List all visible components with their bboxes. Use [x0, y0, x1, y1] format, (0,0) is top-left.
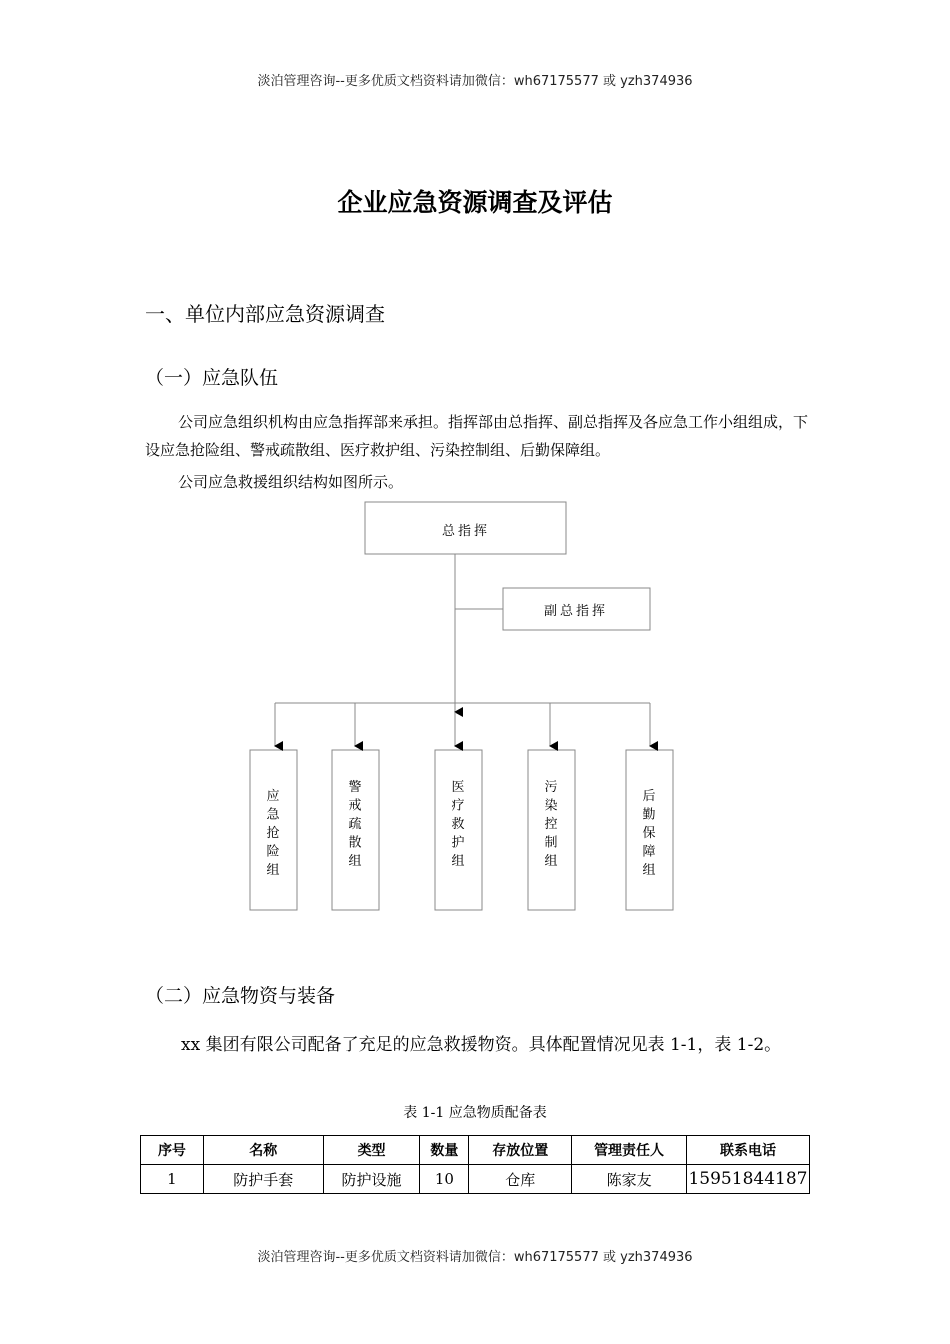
org-label-group-1: 应急抢险组 [266, 789, 280, 878]
col-header-name: 名称 [203, 1136, 323, 1165]
cell-location: 仓库 [469, 1165, 572, 1194]
materials-table [140, 1135, 810, 1194]
col-header-index: 序号 [141, 1136, 204, 1165]
org-label-commander: 总指挥 [441, 524, 491, 539]
col-header-location: 存放位置 [469, 1136, 572, 1165]
paragraph-materials: xx 集团有限公司配备了充足的应急救援物资。具体配置情况见表 1-1，表 1-2。 [181, 1035, 782, 1055]
paragraph-org-intro: 公司应急救援组织结构如图所示。 [178, 473, 404, 491]
col-header-phone: 联系电话 [686, 1136, 809, 1165]
table-header-row [141, 1136, 810, 1165]
col-header-qty: 数量 [420, 1136, 469, 1165]
subsection-heading-1: （一）应急队伍 [145, 367, 279, 389]
document-title: 企业应急资源调查及评估 [337, 188, 613, 217]
cell-index: 1 [141, 1165, 204, 1194]
page-footer: 淡泊管理咨询--更多优质文档资料请加微信：wh67175577 或 yzh374936 [257, 1250, 693, 1265]
org-label-group-3: 医疗救护组 [451, 780, 465, 869]
page-header: 淡泊管理咨询--更多优质文档资料请加微信：wh67175577 或 yzh374936 [257, 74, 693, 89]
cell-type: 防护设施 [323, 1165, 420, 1194]
cell-name: 防护手套 [203, 1165, 323, 1194]
col-header-type: 类型 [323, 1136, 420, 1165]
org-label-group-4: 污染控制组 [544, 780, 558, 869]
cell-manager: 陈家友 [572, 1165, 687, 1194]
section-heading-1: 一、单位内部应急资源调查 [145, 302, 385, 326]
org-label-deputy: 副总指挥 [543, 604, 609, 619]
table-caption: 表 1-1 应急物质配备表 [403, 1105, 547, 1121]
cell-phone: 15951844187 [686, 1165, 809, 1194]
org-label-group-5: 后勤保障组 [642, 789, 656, 878]
subsection-heading-2: （二）应急物资与装备 [145, 985, 336, 1007]
org-label-group-2: 警戒疏散组 [348, 780, 362, 869]
cell-qty: 10 [420, 1165, 469, 1194]
col-header-manager: 管理责任人 [572, 1136, 687, 1165]
paragraph-emergency-team: 公司应急组织机构由应急指挥部来承担。指挥部由总指挥、副总指挥及各应急工作小组组成，下设应急抢险组、警戒疏散组、医疗救护组、污染控制组、后勤保障组。 [145, 413, 809, 459]
table-row [141, 1165, 810, 1194]
